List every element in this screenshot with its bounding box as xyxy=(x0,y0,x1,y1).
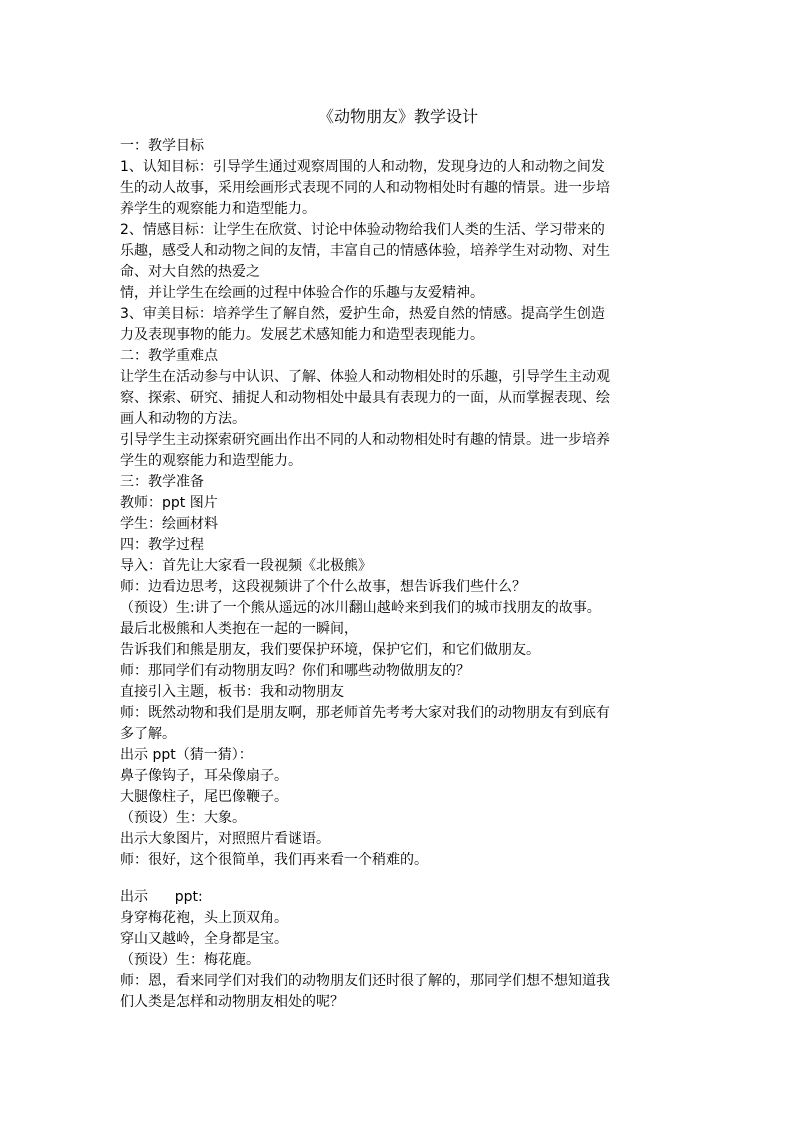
document-title: 《动物朋友》教学设计 xyxy=(317,107,478,126)
paragraph-line: 师：既然动物和我们是朋友啊，那老师首先考考大家对我们的动物朋友有到底有 xyxy=(120,705,610,721)
riddle-line: 身穿梅花袍，头上顶双角。 xyxy=(120,910,288,926)
paragraph-line: 出示 ppt（猜一猜）： xyxy=(120,747,253,763)
section-heading-preparation: 三：教学准备 xyxy=(120,474,204,490)
paragraph-line: 乐趣，感受人和动物之间的友情，丰富自己的情感体验，培养学生对动物、对生 xyxy=(120,243,610,259)
paragraph-line: 学生：绘画材料 xyxy=(120,516,218,532)
riddle-line: 大腿像柱子，尾巴像鞭子。 xyxy=(120,789,288,805)
paragraph-line: 师：很好，这个很简单，我们再来看一个稍难的。 xyxy=(120,852,428,868)
paragraph-gap xyxy=(120,871,676,887)
paragraph-line: 引导学生主动探索研究画出作出不同的人和动物相处时有趣的情景。进一步培养 xyxy=(120,432,610,448)
paragraph-line: 1、认知目标：引导学生通过观察周围的人和动物，发现身边的人和动物之间发 xyxy=(120,159,605,175)
paragraph-line: 画人和动物的方法。 xyxy=(120,411,246,427)
paragraph-line: 出示 ppt: xyxy=(120,889,203,905)
paragraph-line: 直接引入主题，板书：我和动物朋友 xyxy=(120,684,344,700)
paragraph-line: 师：边看边思考，这段视频讲了个什么故事，想告诉我们些什么？ xyxy=(120,579,526,595)
paragraph-line: 养学生的观察能力和造型能力。 xyxy=(120,201,316,217)
paragraph-line: 力及表现事物的能力。发展艺术感知能力和造型表现能力。 xyxy=(120,327,484,343)
section-heading-objectives: 一：教学目标 xyxy=(120,138,204,154)
paragraph-line: 师：那同学们有动物朋友吗？你们和哪些动物做朋友的？ xyxy=(120,663,470,679)
paragraph-line: 出示大象图片，对照照片看谜语。 xyxy=(120,831,330,847)
section-heading-key-points: 二：教学重难点 xyxy=(120,348,218,364)
paragraph-line: （预设）生：梅花鹿。 xyxy=(120,952,260,968)
paragraph-line: 教师：ppt 图片 xyxy=(120,495,218,511)
paragraph-line: 生的动人故事，采用绘画形式表现不同的人和动物相处时有趣的情景。进一步培 xyxy=(120,180,610,196)
paragraph-line: 2、情感目标：让学生在欣赏、讨论中体验动物给我们人类的生活、学习带来的 xyxy=(120,222,605,238)
paragraph-line: 学生的观察能力和造型能力。 xyxy=(120,453,302,469)
paragraph-line: 们人类是怎样和动物朋友相处的呢？ xyxy=(120,994,344,1010)
riddle-line: 鼻子像钩子，耳朵像扇子。 xyxy=(120,768,288,784)
paragraph-line: 师：恩，看来同学们对我们的动物朋友们还时很了解的，那同学们想不想知道我 xyxy=(120,973,610,989)
paragraph-line: 情，并让学生在绘画的过程中体验合作的乐趣与友爱精神。 xyxy=(120,285,484,301)
paragraph-line: 察、探索、研究、捕捉人和动物相处中最具有表现力的一面，从而掌握表现、绘 xyxy=(120,390,610,406)
paragraph-line: 最后北极熊和人类抱在一起的一瞬间， xyxy=(120,621,358,637)
paragraph-line: （预设）生：大象。 xyxy=(120,810,246,826)
paragraph-line: 3、审美目标：培养学生了解自然，爱护生命，热爱自然的情感。提高学生创造 xyxy=(120,306,605,322)
paragraph-line: （预设）生:讲了一个熊从遥远的冰川翻山越岭来到我们的城市找朋友的故事。 xyxy=(120,600,601,616)
document-body xyxy=(120,136,676,1013)
paragraph-line: 让学生在活动参与中认识、了解、体验人和动物相处时的乐趣，引导学生主动观 xyxy=(120,369,610,385)
paragraph-line: 多了解。 xyxy=(120,726,176,742)
riddle-line: 穿山又越岭，全身都是宝。 xyxy=(120,931,288,947)
paragraph-line: 命、对大自然的热爱之 xyxy=(120,264,260,280)
paragraph-line: 导入：首先让大家看一段视频《北极熊》 xyxy=(120,558,372,574)
section-heading-process: 四：教学过程 xyxy=(120,537,204,553)
paragraph-line: 告诉我们和熊是朋友，我们要保护环境，保护它们，和它们做朋友。 xyxy=(120,642,540,658)
